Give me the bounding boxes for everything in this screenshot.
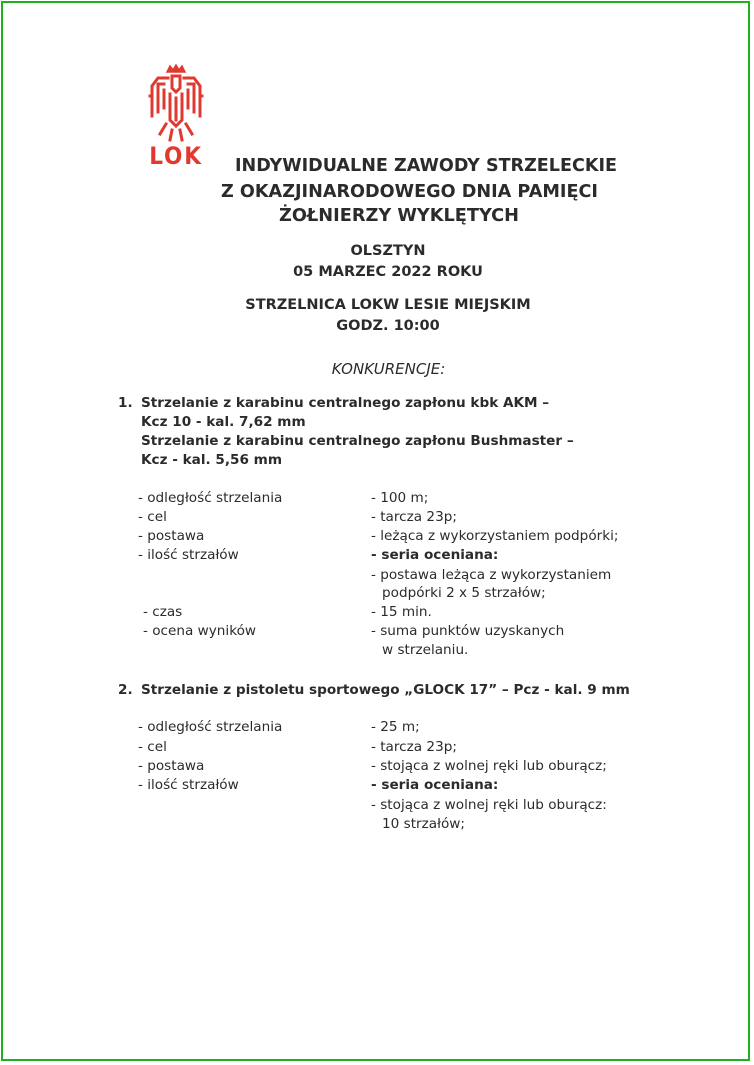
competition-1-number: 1. xyxy=(118,395,133,411)
c2-label-position: - postawa xyxy=(138,758,205,774)
c1-value-shots-detail-1: - postawa leżąca z wykorzystaniem xyxy=(371,567,612,583)
c1-label-position: - postawa xyxy=(138,528,205,544)
c1-value-scoring: - suma punktów uzyskanych xyxy=(371,623,565,639)
competition-2-heading: Strzelanie z pistoletu sportowego „GLOCK 17” – Pcz - kal. 9 mm xyxy=(141,682,630,698)
c1-value-position: - leżąca z wykorzystaniem podpórki; xyxy=(371,528,619,544)
c1-label-shots: - ilość strzałów xyxy=(138,547,239,563)
section-title: KONKURENCJE: xyxy=(331,360,446,378)
title-line-1: INDYWIDUALNE ZAWODY STRZELECKIE xyxy=(235,155,617,176)
c2-value-shots-detail-2: 10 strzałów; xyxy=(382,816,465,832)
c2-value-shots: - seria oceniana: xyxy=(371,777,499,793)
lok-logo xyxy=(146,64,206,172)
c2-value-position: - stojąca z wolnej ręki lub oburącz; xyxy=(371,758,607,774)
c2-value-target: - tarcza 23p; xyxy=(371,739,457,755)
c2-label-target: - cel xyxy=(138,739,167,755)
c1-label-time: - czas xyxy=(143,604,183,620)
event-date: 05 MARZEC 2022 ROKU xyxy=(293,264,483,280)
event-venue: STRZELNICA LOKW LESIE MIEJSKIM xyxy=(245,297,531,313)
competition-1-heading-line-1: Strzelanie z karabinu centralnego zapłonu kbk AKM – xyxy=(141,395,550,411)
event-time: GODZ. 10:00 xyxy=(336,318,440,334)
c1-value-shots: - seria oceniana: xyxy=(371,547,499,563)
eagle-icon xyxy=(146,64,206,142)
title-line-3: ŻOŁNIERZY WYKLĘTYCH xyxy=(279,205,519,226)
c1-value-scoring-detail: w strzelaniu. xyxy=(382,642,469,658)
c1-label-target: - cel xyxy=(138,509,167,525)
c2-value-distance: - 25 m; xyxy=(371,719,420,735)
c1-value-target: - tarcza 23p; xyxy=(371,509,457,525)
c1-label-distance: - odległość strzelania xyxy=(138,490,283,506)
c1-value-shots-detail-2: podpórki 2 x 5 strzałów; xyxy=(382,585,546,601)
c2-label-distance: - odległość strzelania xyxy=(138,719,283,735)
competition-2-number: 2. xyxy=(118,682,133,698)
competition-1-heading-line-3: Strzelanie z karabinu centralnego zapłonu Bushmaster – xyxy=(141,433,574,449)
c1-label-scoring: - ocena wyników xyxy=(143,623,257,639)
c2-value-shots-detail-1: - stojąca z wolnej ręki lub oburącz: xyxy=(371,797,607,813)
event-city: OLSZTYN xyxy=(350,243,426,259)
competition-1-heading-line-4: Kcz - kal. 5,56 mm xyxy=(141,452,282,468)
title-line-2: Z OKAZJINARODOWEGO DNIA PAMIĘCI xyxy=(221,181,598,202)
c1-value-distance: - 100 m; xyxy=(371,490,429,506)
c2-label-shots: - ilość strzałów xyxy=(138,777,239,793)
c1-value-time: - 15 min. xyxy=(371,604,432,620)
logo-text: LOK xyxy=(149,142,203,170)
competition-1-heading-line-2: Kcz 10 - kal. 7,62 mm xyxy=(141,414,306,430)
